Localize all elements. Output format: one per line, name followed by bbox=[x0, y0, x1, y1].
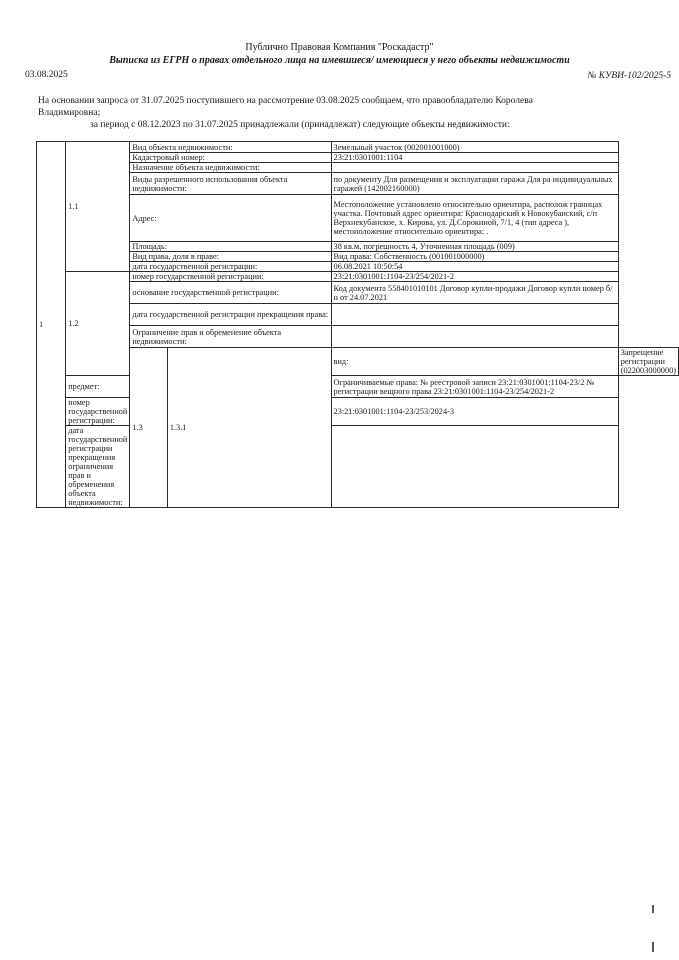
row-value: Код документа 558401010101 Договор купли-продажи Договор купли номер б/н от 24.07.2021 bbox=[331, 282, 618, 304]
document-number: № КУВИ-102/2025-5 bbox=[587, 71, 671, 81]
row-label: Площадь: bbox=[130, 242, 331, 252]
row-label: дата государственной регистрации: bbox=[130, 262, 331, 272]
intro-line-3: за период с 08.12.2023 по 31.07.2025 принадлежали (принадлежат) следующие объекты недвижимости: bbox=[90, 120, 510, 130]
table-row bbox=[37, 242, 679, 252]
row-value bbox=[331, 304, 618, 326]
table-row bbox=[37, 153, 679, 163]
row-value bbox=[331, 426, 618, 508]
row-label: основание государственной регистрации: bbox=[130, 282, 331, 304]
row-value: Земельный участок (002001001000) bbox=[331, 142, 618, 153]
row-label: вид: bbox=[331, 348, 618, 376]
row-value: Запрещение регистрации (022003000000) bbox=[618, 348, 678, 376]
empty-cell bbox=[331, 326, 618, 348]
row-label: Адрес: bbox=[130, 195, 331, 242]
object-index: 1 bbox=[37, 142, 66, 508]
row-label: дата государственной регистрации прекращения ограничения прав и обременения объекта недвижимости: bbox=[66, 426, 130, 508]
issue-date: 03.08.2025 bbox=[25, 70, 68, 80]
section-number-1-2: 1.2 bbox=[66, 272, 130, 376]
row-value: Вид права: Собственность (001001000000) bbox=[331, 252, 618, 262]
row-label: дата государственной регистрации прекращения права: bbox=[130, 304, 331, 326]
row-label: номер государственной регистрации: bbox=[66, 398, 130, 426]
table-row bbox=[37, 272, 679, 282]
scan-artifact bbox=[652, 942, 654, 952]
table-row bbox=[37, 163, 679, 173]
table-row bbox=[37, 326, 679, 348]
row-value: по документу Для размещения и эксплуатации гаража Для ра индивидуальных гаражей (142002160000) bbox=[331, 173, 618, 195]
row-label: Вид объекта недвижимости: bbox=[130, 142, 331, 153]
scan-artifact bbox=[652, 905, 654, 913]
row-value: 06.08.2021 10:50:54 bbox=[331, 262, 618, 272]
property-table bbox=[36, 141, 679, 508]
row-value bbox=[331, 163, 618, 173]
table-row bbox=[37, 142, 679, 153]
company-name: Публично Правовая Компания "Роскадастр" bbox=[245, 42, 434, 53]
table-row bbox=[37, 304, 679, 326]
document-title: Выписка из ЕГРН о правах отдельного лица на имевшиеся/ имеющиеся у него объекты недвижимости bbox=[109, 55, 570, 66]
table-row bbox=[37, 282, 679, 304]
row-label: Вид права, доля в праве: bbox=[130, 252, 331, 262]
area-value: 38 кв.м, погрешность 4, Уточненная площадь (009) bbox=[331, 242, 618, 252]
section-number-1-3: 1.3 bbox=[130, 348, 167, 508]
row-label: Назначение объекта недвижимости: bbox=[130, 163, 331, 173]
intro-line-2: Владимировна; bbox=[38, 108, 101, 118]
row-label: Виды разрешенного использования объекта недвижимости: bbox=[130, 173, 331, 195]
row-value: 23:21:0301001:1104-23/253/2024-3 bbox=[331, 398, 618, 426]
row-value: 23:21:0301001:1104-23/254/2021-2 bbox=[331, 272, 618, 282]
subsection-number-1-3-1: 1.3.1 bbox=[167, 348, 331, 508]
table-row bbox=[37, 195, 679, 242]
restriction-heading: Ограничение прав и обременение объекта недвижимости: bbox=[130, 326, 331, 348]
section-number-1-1: 1.1 bbox=[66, 142, 130, 272]
row-label: Кадастровый номер: bbox=[130, 153, 331, 163]
table-row bbox=[37, 173, 679, 195]
row-value: Ограничиваемые права: № реестровой записи 23:21:0301001:1104-23/2 № регистрации вещного права 23:21:0301001:1104-23/254/2021-2 bbox=[331, 376, 618, 398]
row-label: предмет: bbox=[66, 376, 130, 398]
row-label: номер государственной регистрации: bbox=[130, 272, 331, 282]
address-value: Местоположение установлено относительно ориентира, располож границах участка. Почтовый адрес ориентира: Краснодарский к Новокубанский, с/п Верхнекубанское, х. Кирова, ул. Д.Сорокиной, 7/1, 4 (тип адреса ), местоположение относительно ориентира: . bbox=[331, 195, 618, 242]
cadastral-number: 23:21:0301001:1104 bbox=[331, 153, 618, 163]
table-row bbox=[37, 252, 679, 262]
table-row bbox=[37, 348, 679, 376]
intro-line-1: На основании запроса от 31.07.2025 поступившего на рассмотрение 03.08.2025 сообщаем, что правообладателю Королева bbox=[38, 96, 533, 106]
table-row bbox=[37, 262, 679, 272]
